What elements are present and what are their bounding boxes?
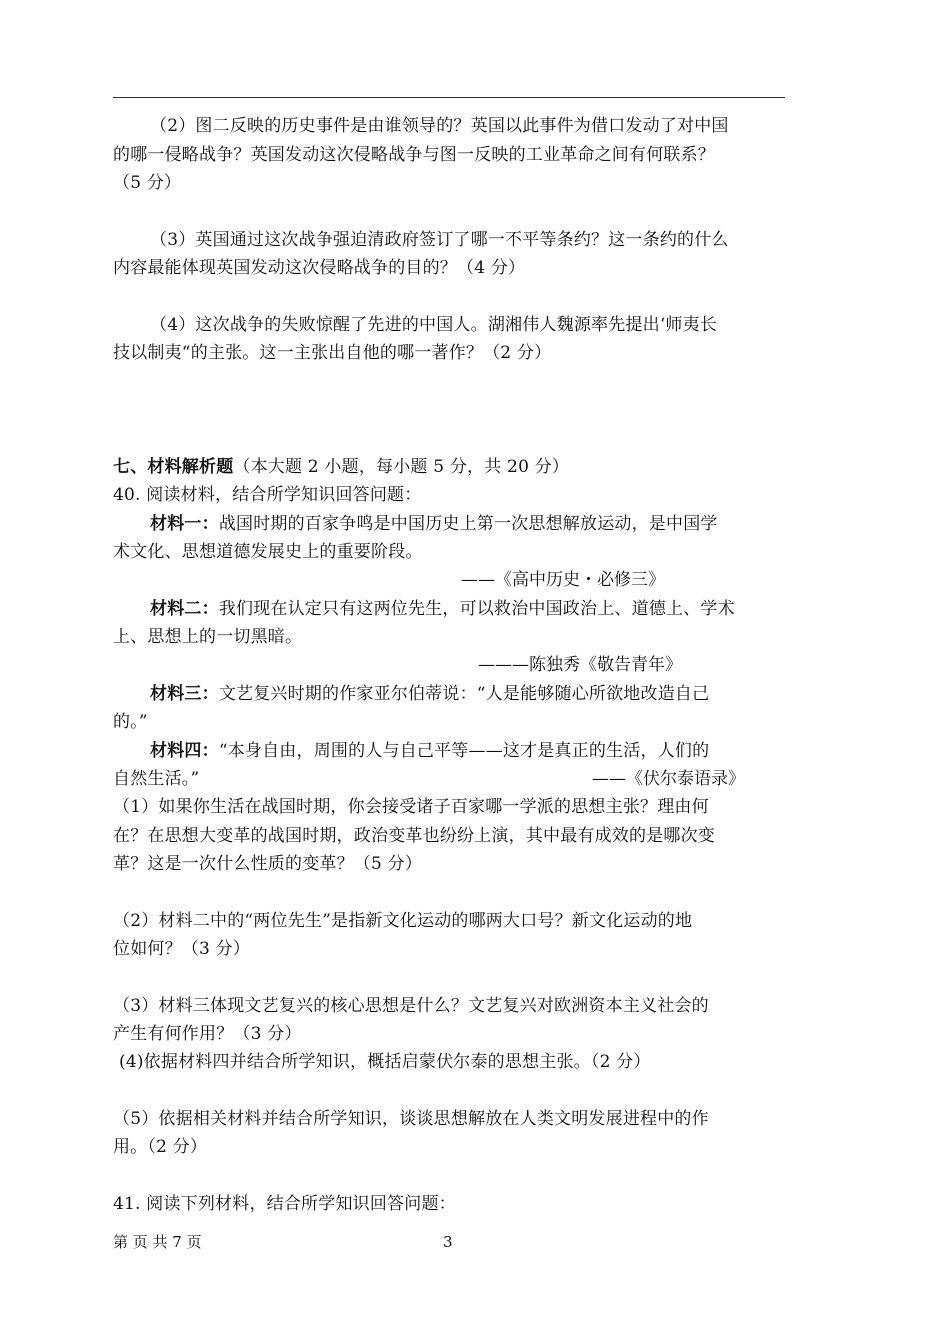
section7-title: 七、材料解析题 xyxy=(113,457,234,477)
q39-part3-line2: 内容最能体现英国发动这次侵略战争的目的？（4 分） xyxy=(113,258,526,278)
material1-source: ——《高中历史・必修三》 xyxy=(461,570,665,590)
material2-source: ———陈独秀《敬告青年》 xyxy=(478,655,682,675)
q40-sub2-line2: 位如何？（3 分） xyxy=(113,939,251,959)
q40-material4-line1 xyxy=(150,740,830,762)
material2-text: 我们现在认定只有这两位先生，可以救治中国政治上、道德上、学术 xyxy=(218,599,735,619)
q39-part4-line2: 技以制夷“的主张。这一主张出自他的哪一著作？（2 分） xyxy=(113,343,552,363)
material4-text: “本身自由，周围的人与自己平等——这才是真正的生活，人们的 xyxy=(218,741,710,761)
q40-sub1-line2: 在？在思想大变革的战国时期，政治变革也纷纷上演，其中最有成效的是哪次变 xyxy=(113,826,715,846)
material3-label: 材料三： xyxy=(150,684,219,704)
q39-part2-line2: 的哪一侵略战争？英国发动这次侵略战争与图一反映的工业革命之间有何联系？ xyxy=(113,145,715,165)
section7-note: （本大题 2 小题，每小题 5 分，共 20 分） xyxy=(233,457,570,477)
q40-sub5-line2: 用。（2 分） xyxy=(113,1137,208,1157)
material1-label: 材料一： xyxy=(150,514,219,534)
header-rule xyxy=(113,97,785,98)
q40-material1-line2: 术文化、思想道德发展史上的重要阶段。 xyxy=(113,542,423,562)
section7-heading xyxy=(113,456,793,478)
q41-intro: 41. 阅读下列材料，结合所学知识回答问题： xyxy=(113,1194,456,1214)
q40-material3-line2: 的。” xyxy=(113,712,148,732)
footer-page-info: 第 页 共 7 页 xyxy=(113,1233,202,1251)
material2-label: 材料二： xyxy=(150,599,219,619)
q40-sub5-line1: （5）依据相关材料并结合所学知识，谈谈思想解放在人类文明发展进程中的作 xyxy=(113,1109,709,1129)
q40-material2-line2: 上、思想上的一切黑暗。 xyxy=(113,627,303,647)
q39-part3-line1: （3）英国通过这次战争强迫清政府签订了哪一不平等条约？这一条约的什么 xyxy=(150,230,729,250)
q40-intro: 40. 阅读材料，结合所学知识回答问题： xyxy=(113,485,422,505)
q40-material2-line1 xyxy=(150,598,830,620)
material3-text: 文艺复兴时期的作家亚尔伯蒂说：“人是能够随心所欲地改造自己 xyxy=(218,684,710,704)
q39-part4-line1: （4）这次战争的失败惊醒了先进的中国人。湖湘伟人魏源率先提出‘师夷长 xyxy=(150,315,718,335)
q40-sub3-line1: （3）材料三体现文艺复兴的核心思想是什么？文艺复兴对欧洲资本主义社会的 xyxy=(113,996,709,1016)
q40-sub1-line1: （1）如果你生活在战国时期，你会接受诸子百家哪一学派的思想主张？理由何 xyxy=(113,797,709,817)
q40-material1-line1 xyxy=(150,513,830,535)
material1-text: 战国时期的百家争鸣是中国历史上第一次思想解放运动，是中国学 xyxy=(218,514,718,534)
q39-part2-line1: （2）图二反映的历史事件是由谁领导的？英国以此事件为借口发动了对中国 xyxy=(150,116,729,136)
q40-sub3-line2: 产生有何作用？（3 分） xyxy=(113,1024,302,1044)
q40-sub1-line3: 革？这是一次什么性质的变革？（5 分） xyxy=(113,854,423,874)
q39-part2-line3: （5 分） xyxy=(113,173,182,193)
footer-page-number: 3 xyxy=(443,1233,453,1251)
q40-material4-line2: 自然生活。” xyxy=(113,769,200,789)
material4-source: ——《伏尔泰语录》 xyxy=(592,769,745,789)
q40-sub2-line1: （2）材料二中的“两位先生”是指新文化运动的哪两大口号？新文化运动的地 xyxy=(113,911,693,931)
material4-label: 材料四： xyxy=(150,741,219,761)
q40-material3-line1 xyxy=(150,683,830,705)
q40-sub4-line1: (4)依据材料四并结合所学知识，概括启蒙伏尔泰的思想主张。（2 分） xyxy=(119,1052,651,1072)
